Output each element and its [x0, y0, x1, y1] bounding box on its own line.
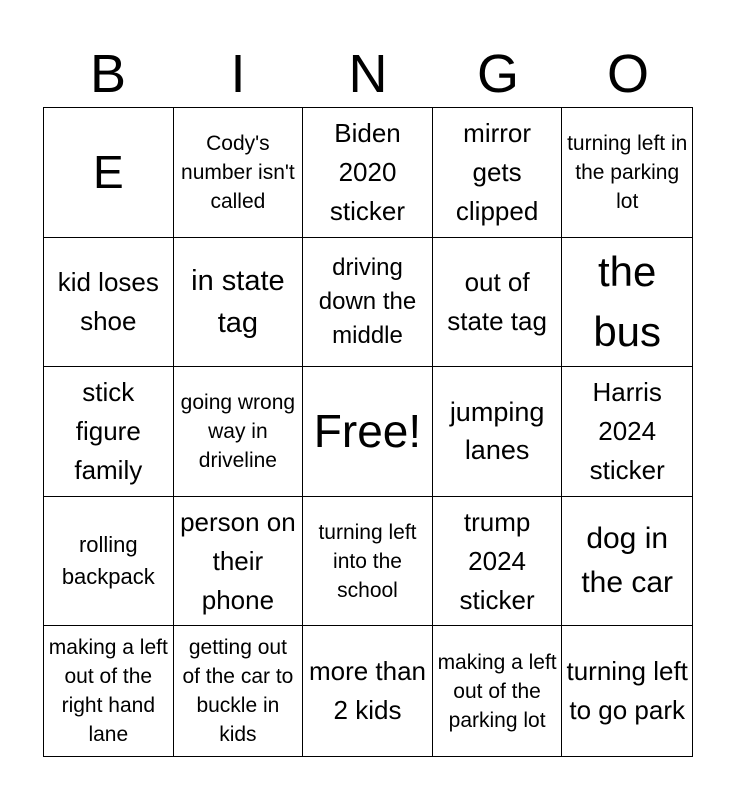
- cell-text: turning left into the school: [318, 520, 417, 602]
- cell-text: making a left out of the right hand lane: [48, 636, 168, 747]
- cell-text: jumping lanes: [449, 397, 545, 466]
- cell-text: E: [92, 146, 124, 199]
- cell-text: trump 2024 sticker: [459, 506, 535, 615]
- header-letter-i: I: [230, 44, 246, 104]
- header-letter-b: B: [89, 44, 127, 104]
- bingo-cell[interactable]: [174, 367, 304, 497]
- cell-text: out of state tag: [447, 266, 547, 336]
- bingo-cell[interactable]: [433, 367, 563, 497]
- bingo-cell[interactable]: [433, 108, 563, 238]
- cell-text: Biden 2020 sticker: [329, 117, 406, 226]
- bingo-cell[interactable]: [562, 108, 692, 238]
- cell-text: getting out of the car to buckle in kids: [182, 636, 294, 747]
- bingo-cell[interactable]: [44, 367, 174, 497]
- cell-text: dog in the car: [581, 522, 674, 600]
- cell-text: stick figure family: [74, 376, 143, 485]
- bingo-cell[interactable]: [562, 497, 692, 627]
- bingo-cell[interactable]: [174, 238, 304, 368]
- bingo-cell[interactable]: [174, 626, 304, 756]
- cell-text: more than 2 kids: [308, 656, 427, 726]
- header-letter-o: O: [606, 44, 649, 104]
- bingo-cell[interactable]: [562, 238, 692, 368]
- bingo-cell[interactable]: [174, 497, 304, 627]
- cell-text: Harris 2024 sticker: [589, 376, 665, 485]
- bingo-cell[interactable]: [562, 626, 692, 756]
- bingo-cell[interactable]: [433, 626, 563, 756]
- bingo-cell[interactable]: [433, 497, 563, 627]
- bingo-cell[interactable]: [174, 108, 304, 238]
- bingo-cell[interactable]: [303, 497, 433, 627]
- cell-text: the bus: [593, 247, 662, 355]
- cell-text: mirror gets clipped: [455, 117, 539, 226]
- cell-text: kid loses shoe: [57, 266, 159, 336]
- bingo-cell[interactable]: [44, 108, 174, 238]
- bingo-cell[interactable]: [44, 238, 174, 368]
- cell-text: Cody's number isn't called: [181, 131, 295, 213]
- cell-text: in state tag: [191, 264, 285, 339]
- bingo-cell[interactable]: [44, 626, 174, 756]
- header-letter-n: N: [348, 44, 388, 104]
- cell-text: going wrong way in driveline: [180, 390, 296, 472]
- cell-text: rolling backpack: [61, 532, 155, 590]
- bingo-board: [43, 107, 693, 757]
- free-space-cell[interactable]: [303, 367, 433, 497]
- cell-text: turning left in the parking lot: [567, 131, 688, 213]
- cell-text: turning left to go park: [566, 656, 688, 726]
- cell-text: driving down the middle: [318, 253, 417, 349]
- bingo-cell[interactable]: [44, 497, 174, 627]
- header-letter-g: G: [476, 44, 519, 104]
- cell-text: Free!: [313, 405, 422, 458]
- bingo-cell[interactable]: [562, 367, 692, 497]
- bingo-cell[interactable]: [433, 238, 563, 368]
- bingo-cell[interactable]: [303, 238, 433, 368]
- cell-text: person on their phone: [180, 506, 296, 615]
- cell-text: making a left out of the parking lot: [437, 650, 557, 732]
- bingo-cell[interactable]: [303, 108, 433, 238]
- bingo-header: [43, 40, 693, 108]
- bingo-cell[interactable]: [303, 626, 433, 756]
